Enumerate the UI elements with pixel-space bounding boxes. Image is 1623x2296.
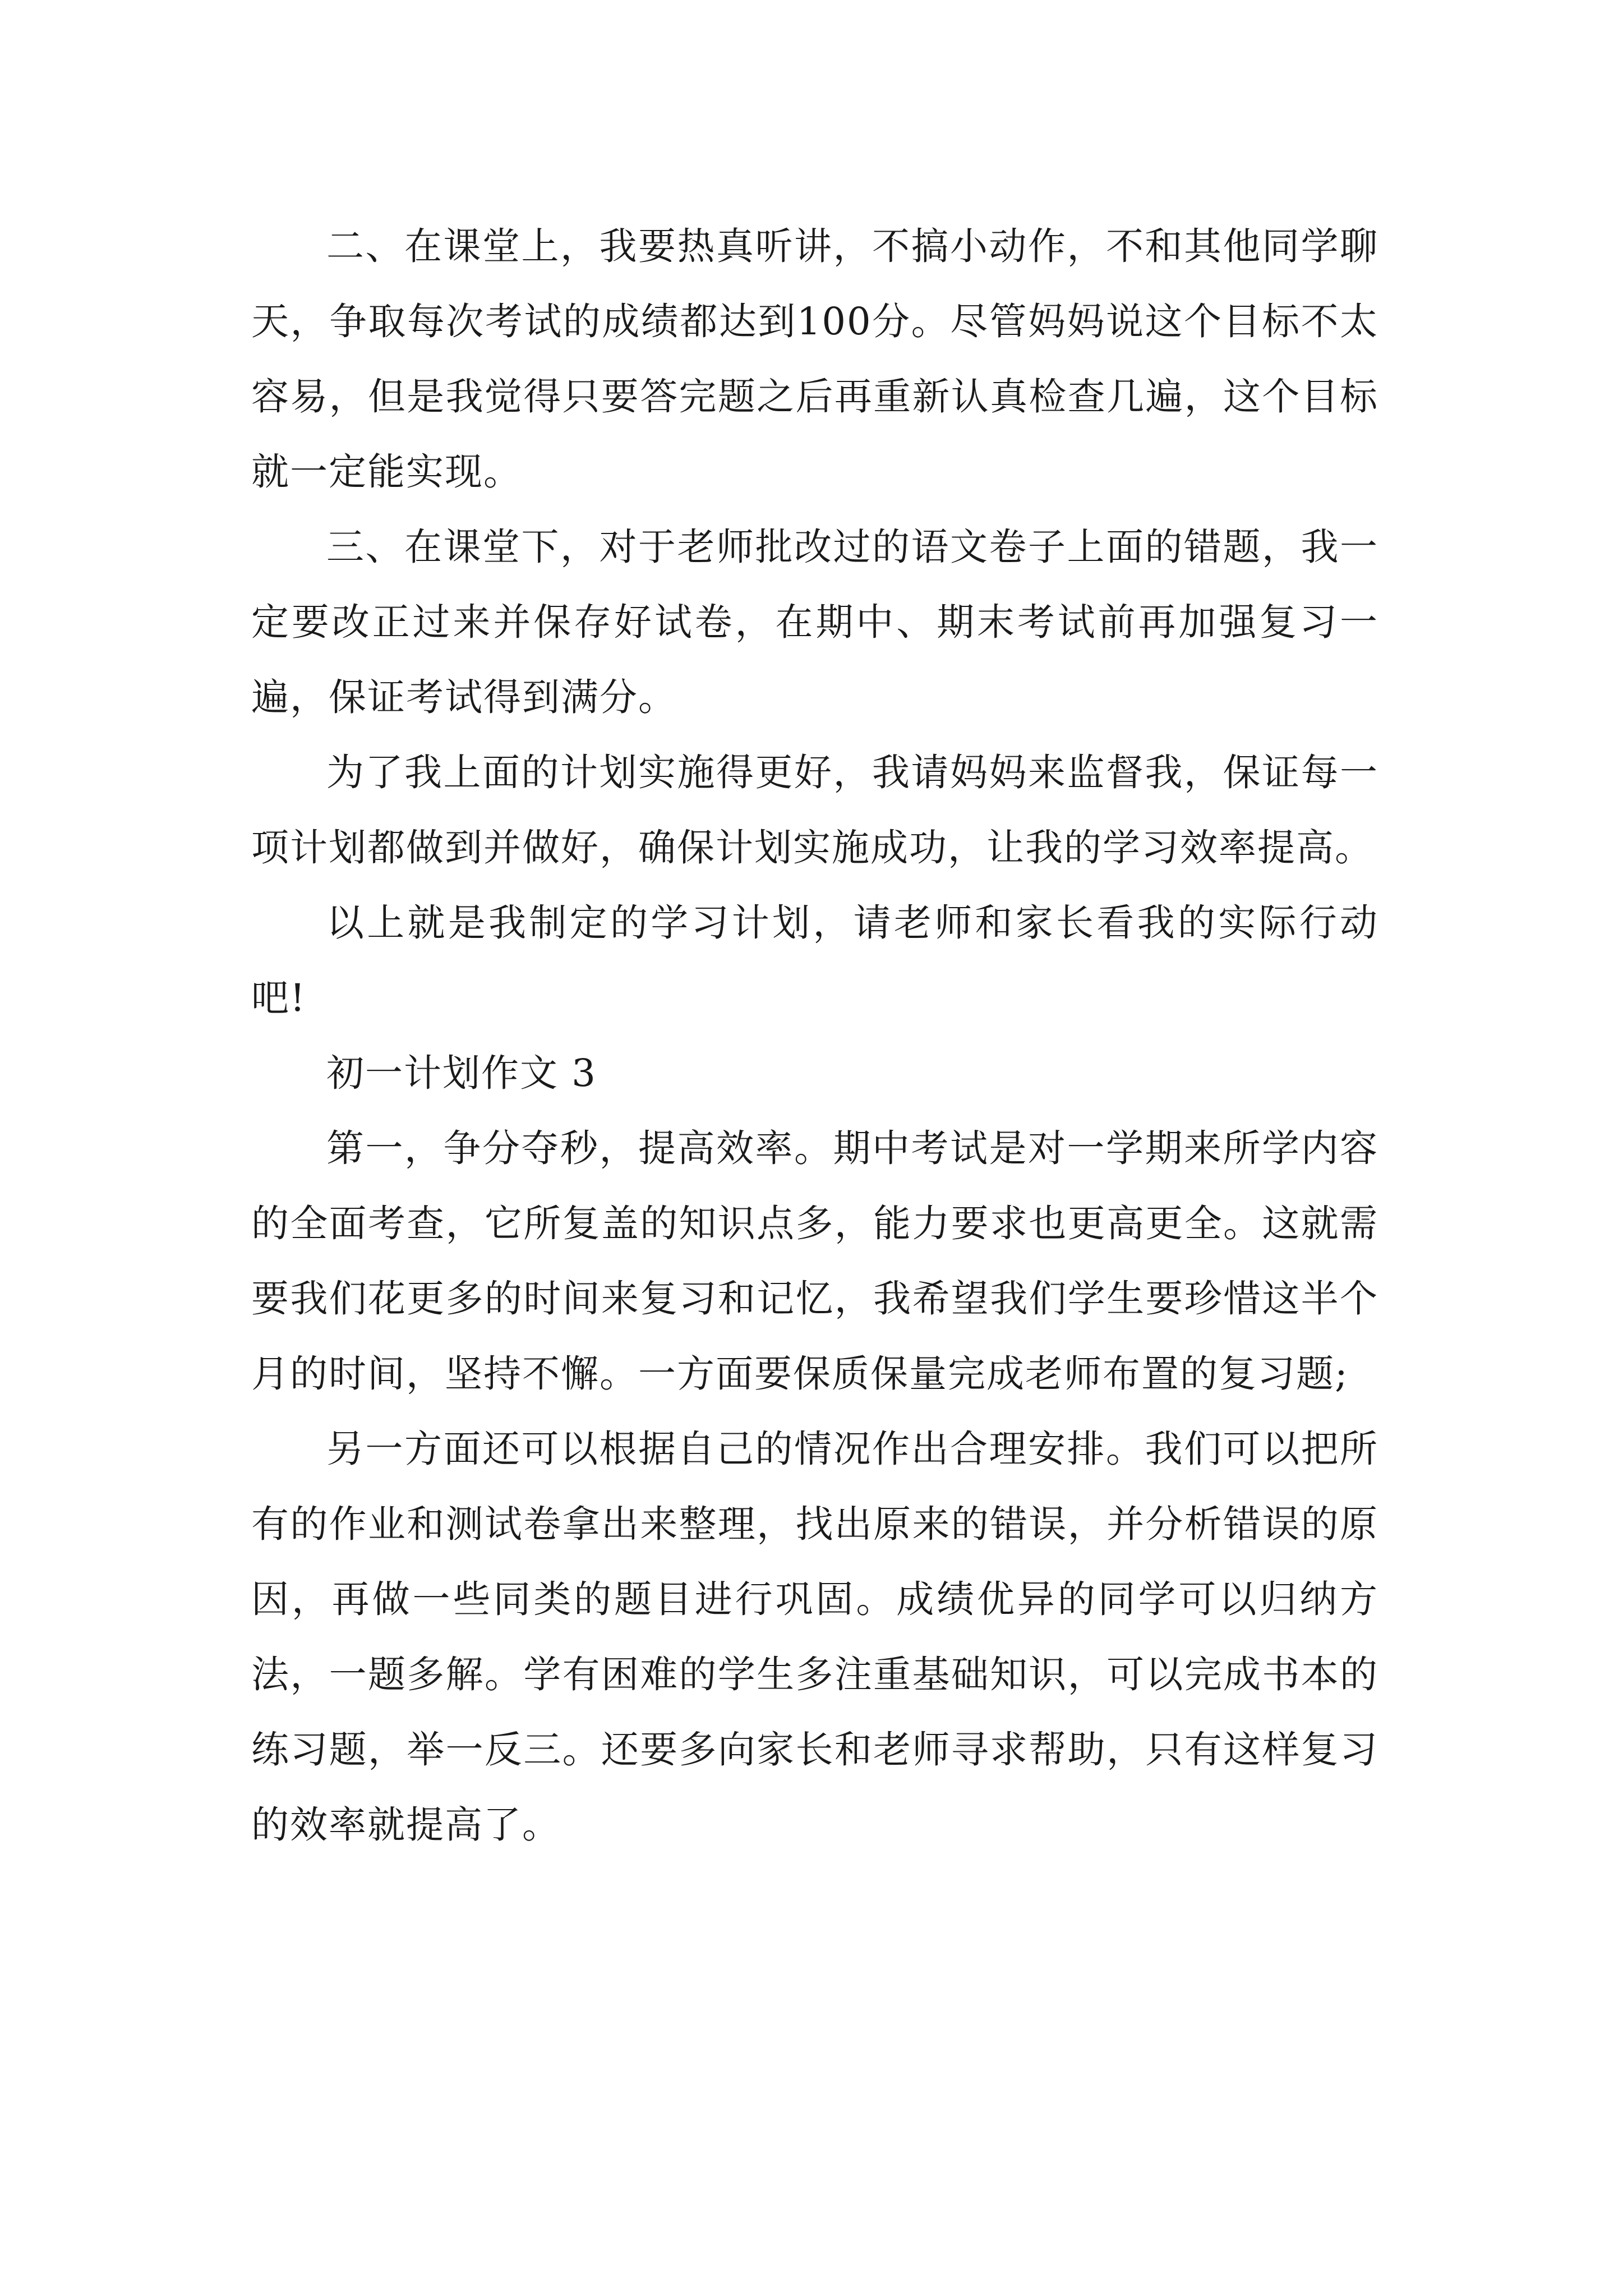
paragraph-after-class: 三、在课堂下，对于老师批改过的语文卷子上面的错题，我一定要改正过来并保存好试卷，在期中、期末考试前再加强复习一遍，保证考试得到满分。	[251, 525, 1378, 719]
paragraph-supervision: 为了我上面的计划实施得更好，我请妈妈来监督我，保证每一项计划都做到并做好，确保计划实施成功，让我的学习效率提高。	[251, 751, 1378, 869]
paragraph-in-class: 二、在课堂上，我要热真听讲，不搞小动作，不和其他同学聊天，争取每次考试的成绩都达到100分。尽管妈妈说这个目标不太容易，但是我觉得只要答完题之后再重新认真检查几遍，这个目标就一定能实现。	[251, 224, 1378, 494]
section-heading: 初一计划作文 3	[326, 1051, 597, 1095]
paragraph-other-aspect: 另一方面还可以根据自己的情况作出合理安排。我们可以把所有的作业和测试卷拿出来整理，找出原来的错误，并分析错误的原因，再做一些同类的题目进行巩固。成绩优异的同学可以归纳方法，一题多解。学有困难的学生多注重基础知识，可以完成书本的练习题，举一反三。还要多向家长和老师寻求帮助，只有这样复习的效率就提高了。	[251, 1427, 1378, 1847]
document-body	[251, 209, 1378, 1862]
paragraph-conclusion: 以上就是我制定的学习计划，请老师和家长看我的实际行动吧!	[251, 901, 1378, 1020]
paragraph-first-point: 第一，争分夺秒，提高效率。期中考试是对一学期来所学内容的全面考查，它所复盖的知识点多，能力要求也更高更全。这就需要我们花更多的时间来复习和记忆，我希望我们学生要珍惜这半个月的时间，坚持不懈。一方面要保质保量完成老师布置的复习题;	[251, 1126, 1378, 1396]
